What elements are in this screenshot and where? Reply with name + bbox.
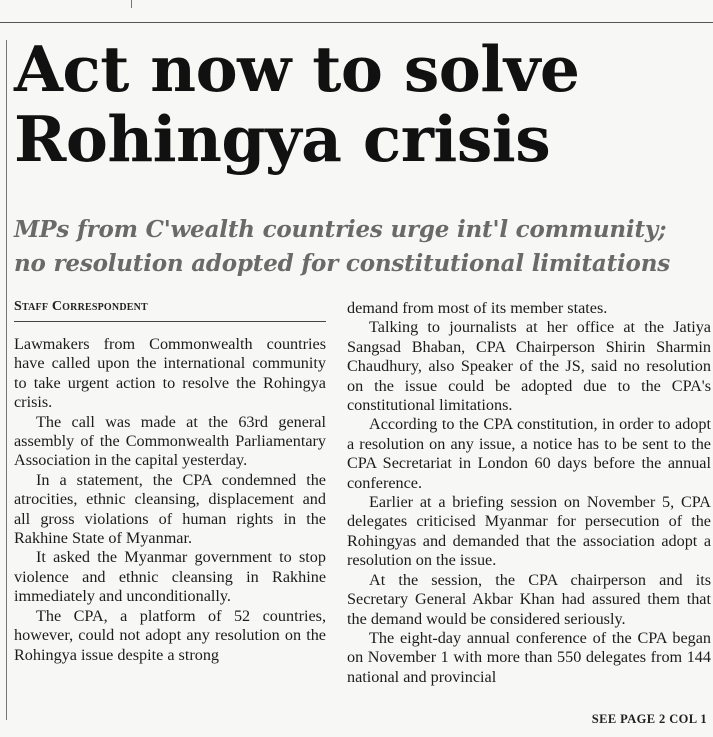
headline-line-2: Rohingya crisis [14, 102, 551, 176]
paragraph: The eight-day annual conference of the CPA began on November 1 with more than 550 delegates from 144 national and provincial [347, 628, 711, 686]
paragraph: demand from most of its member states. [347, 299, 608, 317]
subheadline [14, 213, 709, 281]
byline-rule [14, 321, 326, 322]
paragraph: In a statement, the CPA condemned the atrocities, ethnic cleansing, displacement and all gross violations of human rights in the Rakhine State of Myanmar. [14, 470, 326, 548]
subhead-line-1: MPs from C'wealth countries urge int'l community; [14, 216, 667, 243]
article-column-1 [14, 335, 326, 665]
subhead-line-2: no resolution adopted for constitutional limitations [14, 250, 670, 277]
paragraph: At the session, the CPA chairperson and its Secretary General Akbar Khan had assured them that the demand would be considered seriously. [347, 570, 711, 628]
paragraph: The CPA, a platform of 52 countries, however, could not adopt any resolution on the Rohingya issue despite a strong [14, 606, 326, 664]
continuation-link[interactable]: SEE PAGE 2 COL 1 [591, 712, 707, 726]
article-column-2 [347, 299, 711, 687]
paragraph: Lawmakers from Commonwealth countries have called upon the international community to take urgent action to resolve the Rohingya crisis. [14, 335, 326, 412]
paragraph: According to the CPA constitution, in order to adopt a resolution on any issue, a notice has to be sent to the CPA Secretariat in London 60 days before the annual conference. [347, 415, 711, 492]
headline [14, 34, 709, 174]
byline: Staff Correspondent [14, 299, 148, 314]
paragraph: The call was made at the 63rd general assembly of the Commonwealth Parliamentary Association in the capital yesterday. [14, 412, 326, 470]
column-tick [131, 0, 132, 8]
paragraph: It asked the Myanmar government to stop violence and ethnic cleansing in Rakhine immediately and unconditionally. [14, 548, 326, 606]
left-column-rule [6, 40, 7, 720]
paragraph: Earlier at a briefing session on November 5, CPA delegates criticised Myanmar for persecution of the Rohingyas and demanded that the association adopt a resolution on the issue. [347, 493, 711, 570]
headline-line-1: Act now to solve [14, 32, 580, 106]
paragraph: Talking to journalists at her office at the Jatiya Sangsad Bhaban, CPA Chairperson Shirin Sharmin Chaudhury, also Speaker of the JS, said no resolution on the issue could be adopted due to the CPA's constitutional limitations. [347, 318, 711, 415]
top-rule [0, 22, 713, 23]
